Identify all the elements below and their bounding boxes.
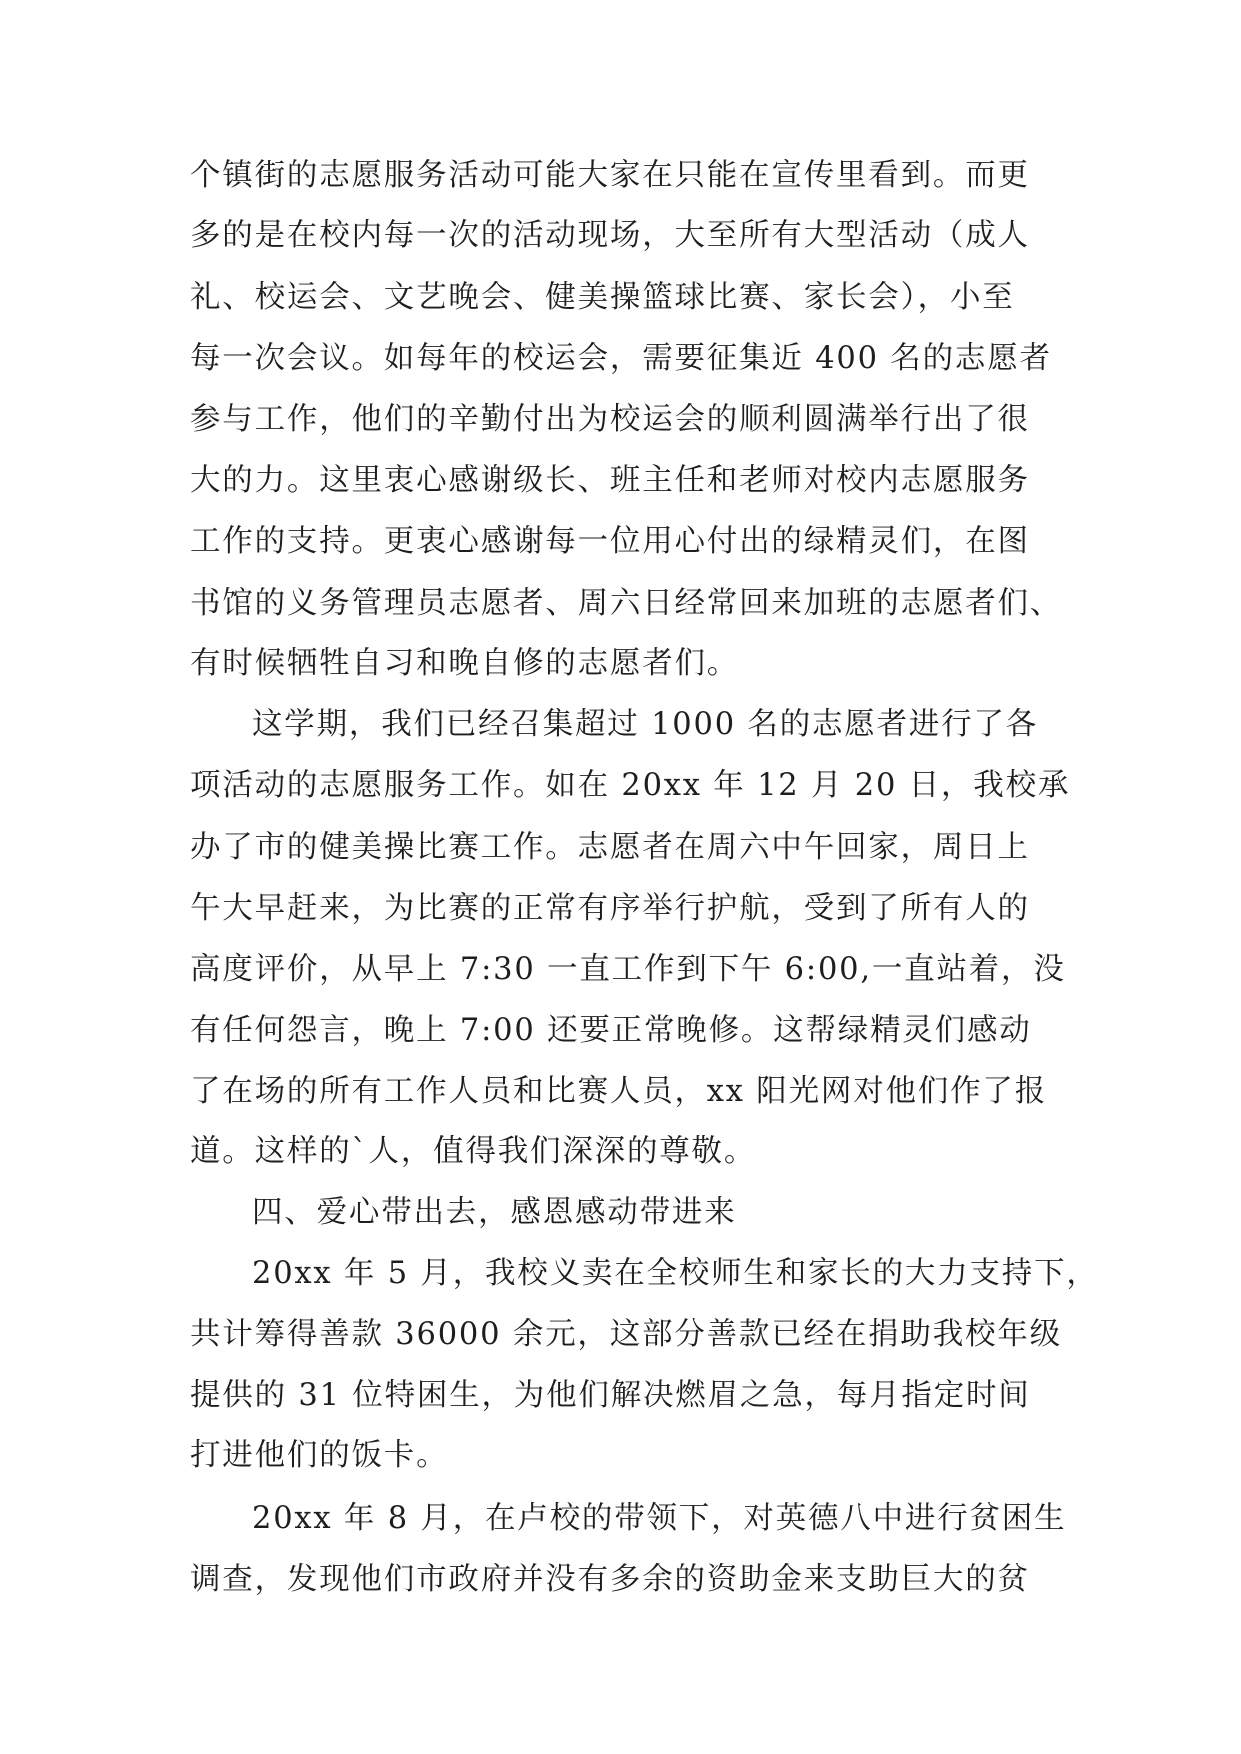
text-line: 共计筹得善款 36000 余元，这部分善款已经在捐助我校年级	[190, 1317, 1062, 1352]
text-line: 项活动的志愿服务工作。如在 20xx 年 12 月 20 日，我校承	[190, 768, 1071, 803]
text-line: 提供的 31 位特困生，为他们解决燃眉之急，每月指定时间	[190, 1378, 1031, 1413]
text-line: 这学期，我们已经召集超过 1000 名的志愿者进行了各	[252, 707, 1039, 742]
text-line: 工作的支持。更衷心感谢每一位用心付出的绿精灵们，在图	[190, 524, 1030, 559]
text-line: 20xx 年 8 月，在卢校的带领下，对英德八中进行贫困生	[252, 1501, 1067, 1536]
text-line: 调查，发现他们市政府并没有多余的资助金来支助巨大的贫	[190, 1562, 1030, 1597]
text-line: 办了市的健美操比赛工作。志愿者在周六中午回家，周日上	[190, 830, 1030, 865]
text-line: 礼、校运会、文艺晚会、健美操篮球比赛、家长会），小至	[190, 280, 1015, 315]
text-line: 午大早赶来，为比赛的正常有序举行护航，受到了所有人的	[190, 891, 1030, 926]
section-heading: 四、爱心带出去，感恩感动带进来	[252, 1195, 737, 1230]
text-line: 大的力。这里衷心感谢级长、班主任和老师对校内志愿服务	[190, 463, 1030, 498]
text-line: 有时候牺牲自习和晚自修的志愿者们。	[190, 646, 740, 681]
text-line: 参与工作，他们的辛勤付出为校运会的顺利圆满举行出了很	[190, 402, 1030, 437]
text-line: 每一次会议。如每年的校运会，需要征集近 400 名的志愿者	[190, 341, 1052, 376]
text-line: 道。这样的`人，值得我们深深的尊敬。	[190, 1134, 757, 1169]
text-line: 多的是在校内每一次的活动现场，大至所有大型活动（成人	[190, 218, 1030, 253]
text-line: 有任何怨言，晚上 7:00 还要正常晚修。这帮绿精灵们感动	[190, 1013, 1032, 1048]
text-line: 20xx 年 5 月，我校义卖在全校师生和家长的大力支持下，	[252, 1256, 1099, 1291]
text-line: 高度评价，从早上 7:30 一直工作到下午 6:00,一直站着，没	[190, 952, 1066, 987]
text-line: 打进他们的饭卡。	[190, 1438, 449, 1473]
text-line: 个镇街的志愿服务活动可能大家在只能在宣传里看到。而更	[190, 158, 1030, 193]
text-line: 书馆的义务管理员志愿者、周六日经常回来加班的志愿者们、	[190, 586, 1063, 621]
text-line: 了在场的所有工作人员和比赛人员，xx 阳光网对他们作了报	[190, 1074, 1047, 1109]
